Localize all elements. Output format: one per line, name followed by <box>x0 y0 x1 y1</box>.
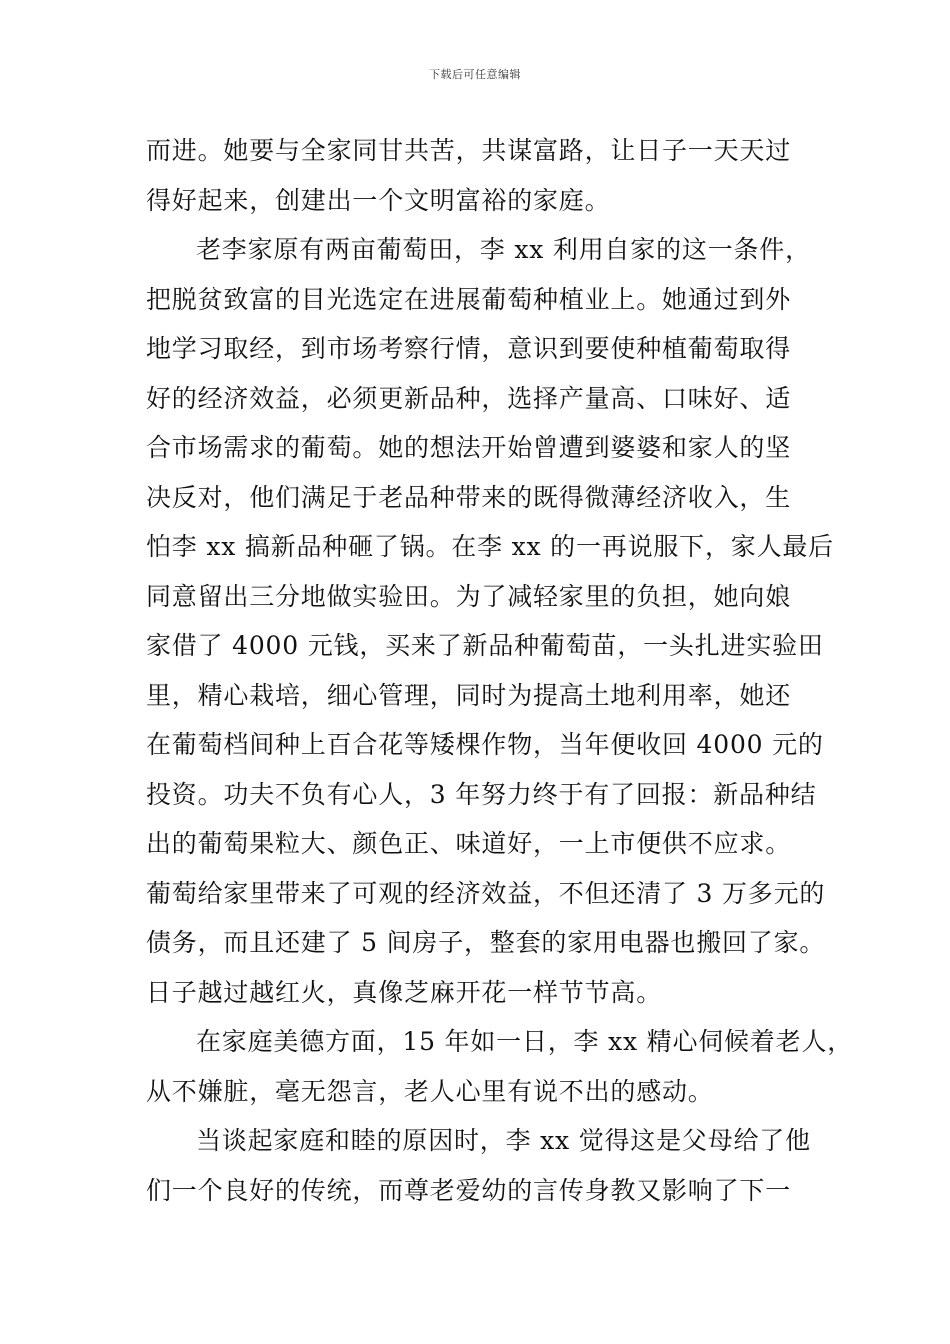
text-line: 地学习取经，到市场考察行情，意识到要使种植葡萄取得 <box>146 334 792 363</box>
text-line: 把脱贫致富的目光选定在进展葡萄种植业上。她通过到外 <box>146 284 792 314</box>
text-line: 债务，而且还建了 5 间房子，整套的家用电器也搬回了家。 <box>146 928 826 957</box>
text-line: 从不嫌脏，毫无怨言，老人心里有说不出的感动。 <box>146 1076 714 1106</box>
text-line: 里，精心栽培，细心管理，同时为提高土地利用率，她还 <box>146 680 792 710</box>
text-line: 们一个良好的传统，而尊老爱幼的言传身教又影响了下一 <box>146 1175 792 1205</box>
text-line: 日子越过越红火，真像芝麻开花一样节节高。 <box>146 977 663 1007</box>
text-line: 好的经济效益，必须更新品种，选择产量高、口味好、适 <box>146 383 792 413</box>
paragraph-first-line: 当谈起家庭和睦的原因时，李 xx 觉得这是父母给了他 <box>196 1126 811 1155</box>
text-line: 得好起来，创建出一个文明富裕的家庭。 <box>146 185 611 215</box>
text-line: 合市场需求的葡萄。她的想法开始曾遭到婆婆和家人的坚 <box>146 433 792 462</box>
text-line: 同意留出三分地做实验田。为了减轻家里的负担，她向娘 <box>146 581 792 611</box>
text-line: 怕李 xx 搞新品种砸了锅。在李 xx 的一再说服下，家人最后 <box>146 532 834 561</box>
text-line: 而进。她要与全家同甘共苦，共谋富路，让日子一天天过 <box>146 136 792 165</box>
text-line: 出的葡萄果粒大、颜色正、味道好，一上市便供不应求。 <box>146 829 792 858</box>
text-line: 决反对，他们满足于老品种带来的既得微薄经济收入，生 <box>146 482 792 512</box>
document-body <box>146 126 854 1215</box>
text-line: 投资。功夫不负有心人，3 年努力终于有了回报：新品种结 <box>146 779 817 809</box>
paragraph-first-line: 老李家原有两亩葡萄田，李 xx 利用自家的这一条件， <box>196 235 811 264</box>
text-line: 葡萄给家里带来了可观的经济效益，不但还清了 3 万多元的 <box>146 878 826 908</box>
paragraph-first-line: 在家庭美德方面，15 年如一日，李 xx 精心伺候着老人， <box>196 1027 854 1056</box>
text-line: 家借了 4000 元钱，买来了新品种葡萄苗，一头扎进实验田 <box>146 631 824 660</box>
page-header: 下载后可任意编辑 <box>429 68 521 81</box>
text-line: 在葡萄档间种上百合花等矮棵作物，当年便收回 4000 元的 <box>146 730 824 759</box>
